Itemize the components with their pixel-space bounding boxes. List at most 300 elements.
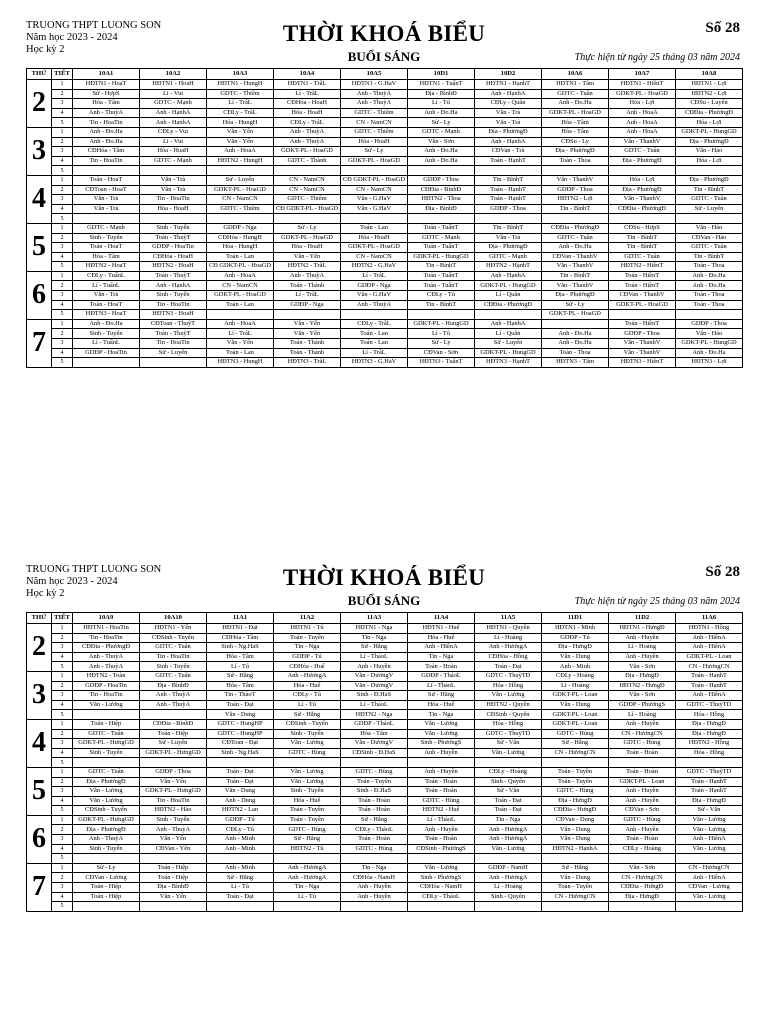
- period-number: 1: [52, 319, 73, 329]
- lesson-cell: [609, 310, 676, 320]
- lesson-cell: GDTC - Tuân: [609, 252, 676, 262]
- lesson-cell: Toán - HạnhT: [676, 777, 743, 787]
- lesson-cell: Anh - HiềnA: [676, 633, 743, 643]
- lesson-cell: Sử - Hằng: [207, 873, 274, 883]
- lesson-cell: Anh - Huyền: [609, 633, 676, 643]
- lesson-cell: Toán - Đạt: [475, 806, 542, 816]
- lesson-cell: GDKT-PL - HoaGD: [274, 147, 341, 157]
- lesson-cell: GDĐP - Thoa: [609, 329, 676, 339]
- period-row: [27, 863, 743, 873]
- lesson-cell: [73, 854, 140, 864]
- lesson-cell: Anh - Huyền: [609, 652, 676, 662]
- lesson-cell: Lí - ThảoL: [408, 681, 475, 691]
- period-row: [27, 758, 743, 768]
- period-row: [27, 729, 743, 739]
- lesson-cell: [542, 902, 609, 912]
- lesson-cell: Địa - HưngĐ: [676, 796, 743, 806]
- lesson-cell: Anh - ThuỳA: [274, 137, 341, 147]
- lesson-cell: CN - NamCN: [274, 185, 341, 195]
- lesson-cell: HĐTN2 - Hảo: [140, 806, 207, 816]
- lesson-cell: GDTC - Hùng: [542, 729, 609, 739]
- lesson-cell: Toán - Thành: [274, 281, 341, 291]
- lesson-cell: [140, 854, 207, 864]
- lesson-cell: CĐSu - Ly: [542, 137, 609, 147]
- lesson-cell: CĐĐia - PhươngĐ: [609, 204, 676, 214]
- lesson-cell: Anh - HiềnA: [408, 643, 475, 653]
- lesson-cell: Anh - HươngA: [274, 863, 341, 873]
- lesson-cell: Văn - Lương: [408, 863, 475, 873]
- column-header: THỨ: [27, 69, 52, 80]
- lesson-cell: CN - HươngCN: [676, 662, 743, 672]
- lesson-cell: [542, 758, 609, 768]
- weekday-cell: 5: [27, 223, 52, 271]
- lesson-cell: Sử - Luyến: [475, 339, 542, 349]
- lesson-cell: Tin - Nga: [341, 863, 408, 873]
- lesson-cell: Anh - Huyền: [341, 662, 408, 672]
- period-number: 1: [52, 719, 73, 729]
- column-header: 10A7: [609, 69, 676, 80]
- lesson-cell: CN - HươngCN: [542, 892, 609, 902]
- period-number: 1: [52, 863, 73, 873]
- lesson-cell: Sử - Luyến: [207, 175, 274, 185]
- lesson-cell: Văn - Hảo: [676, 329, 743, 339]
- lesson-cell: GDKT-PL - HungGD: [676, 127, 743, 137]
- period-row: [27, 348, 743, 358]
- lesson-cell: Văn - Trà: [73, 195, 140, 205]
- lesson-cell: Anh - HươngA: [475, 825, 542, 835]
- lesson-cell: Anh - ThuỳA: [73, 652, 140, 662]
- lesson-cell: [542, 214, 609, 224]
- lesson-cell: Tin - BìnhT: [475, 223, 542, 233]
- lesson-cell: Lí - Tú: [207, 883, 274, 893]
- lesson-cell: Toán - Tuyền: [341, 777, 408, 787]
- lesson-cell: [475, 902, 542, 912]
- weekday-cell: 3: [27, 671, 52, 719]
- lesson-cell: CĐĐia - HưngĐ: [609, 883, 676, 893]
- period-row: [27, 671, 743, 681]
- lesson-cell: Sử - Ly: [341, 147, 408, 157]
- lesson-cell: Anh - HươngA: [475, 643, 542, 653]
- lesson-cell: Anh - ThuỳA: [73, 662, 140, 672]
- lesson-cell: HĐTN1 - Yến: [140, 624, 207, 634]
- period-number: 1: [52, 127, 73, 137]
- lesson-cell: HĐTN1 - HoaH: [140, 80, 207, 90]
- column-header: 10A8: [676, 69, 743, 80]
- lesson-cell: Lí - Tú: [274, 892, 341, 902]
- period-number: 4: [52, 300, 73, 310]
- lesson-cell: GDTC - Hùng: [542, 787, 609, 797]
- lesson-cell: Văn - Sơn: [609, 662, 676, 672]
- lesson-cell: Văn - Trà: [73, 291, 140, 301]
- lesson-cell: GDKT-PL - HoaGD: [207, 291, 274, 301]
- lesson-cell: GDTC - Tuân: [542, 233, 609, 243]
- lesson-cell: HĐTN2 - HiềnT: [609, 262, 676, 272]
- period-row: [27, 700, 743, 710]
- period-number: 2: [52, 633, 73, 643]
- lesson-cell: HĐTN2 - Nga: [341, 710, 408, 720]
- lesson-cell: Toán - HạnhT: [676, 671, 743, 681]
- period-row: [27, 835, 743, 845]
- lesson-cell: CĐVan - Lương: [73, 873, 140, 883]
- period-number: 1: [52, 271, 73, 281]
- lesson-cell: [140, 358, 207, 368]
- lesson-cell: GDTC - Tuân: [140, 643, 207, 653]
- lesson-cell: Hóa - HoaH: [341, 137, 408, 147]
- lesson-cell: Văn - Yến: [140, 892, 207, 902]
- period-row: [27, 271, 743, 281]
- lesson-cell: Văn - Yến: [274, 319, 341, 329]
- period-number: 5: [52, 118, 73, 128]
- lesson-cell: Sử - Ly: [408, 118, 475, 128]
- lesson-cell: [341, 166, 408, 176]
- lesson-cell: Sử - Hằng: [274, 710, 341, 720]
- lesson-cell: CN - HươngCN: [542, 748, 609, 758]
- lesson-cell: GDKT-PL - HungGD: [408, 319, 475, 329]
- lesson-cell: GDKT-PL - HoaGD: [609, 89, 676, 99]
- lesson-cell: CĐSinh - PhươngS: [408, 844, 475, 854]
- lesson-cell: CĐHóa - Hồng: [475, 652, 542, 662]
- lesson-cell: Anh - Huyền: [609, 796, 676, 806]
- lesson-cell: Tin - BìnhT: [676, 252, 743, 262]
- lesson-cell: Lí - Hoàng: [542, 681, 609, 691]
- lesson-cell: Anh - Huyền: [341, 883, 408, 893]
- period-row: [27, 854, 743, 864]
- lesson-cell: Hóa - Tâm: [542, 118, 609, 128]
- lesson-cell: CĐLy - Quân: [475, 99, 542, 109]
- lesson-cell: GDKT-PL - HungGD: [475, 281, 542, 291]
- lesson-cell: GDTC - Mạnh: [408, 127, 475, 137]
- timetable-sheet-1: [26, 18, 742, 368]
- lesson-cell: Tin - HoaTin: [140, 796, 207, 806]
- period-number: 4: [52, 796, 73, 806]
- lesson-cell: [609, 166, 676, 176]
- lesson-cell: Lí - Hoàng: [609, 710, 676, 720]
- school-year: Năm học 2023 - 2024: [26, 32, 118, 43]
- school-year: Năm học 2023 - 2024: [26, 576, 118, 587]
- lesson-cell: Hóa - Tâm: [207, 681, 274, 691]
- lesson-cell: Toán - Tuyền: [274, 633, 341, 643]
- period-row: [27, 883, 743, 893]
- lesson-cell: Sinh - Tuyến: [140, 223, 207, 233]
- session-label: BUỔI SÁNG: [347, 593, 421, 608]
- lesson-cell: [207, 310, 274, 320]
- lesson-cell: CĐ GDKT-PL - HoaGD: [341, 175, 408, 185]
- lesson-cell: Sinh - Quyên: [475, 892, 542, 902]
- lesson-cell: Anh - Huyền: [408, 825, 475, 835]
- lesson-cell: Toán - Đạt: [475, 796, 542, 806]
- lesson-cell: GDTC - Tuân: [609, 147, 676, 157]
- lesson-cell: [676, 758, 743, 768]
- period-row: [27, 223, 743, 233]
- lesson-cell: Anh - HoaA: [207, 147, 274, 157]
- column-header: 10A4: [274, 69, 341, 80]
- lesson-cell: GDKT-PL - Loan: [542, 691, 609, 701]
- lesson-cell: [676, 310, 743, 320]
- period-number: 2: [52, 281, 73, 291]
- column-header: 11A4: [408, 613, 475, 624]
- lesson-cell: HĐTN3 - HiềnT: [609, 358, 676, 368]
- lesson-cell: [140, 214, 207, 224]
- lesson-cell: CN - HươngCN: [676, 863, 743, 873]
- lesson-cell: Văn - Dung: [542, 652, 609, 662]
- lesson-cell: Anh - HươngA: [475, 835, 542, 845]
- lesson-cell: Địa - PhươngĐ: [609, 156, 676, 166]
- lesson-cell: Hóa - Huế: [408, 633, 475, 643]
- lesson-cell: [676, 854, 743, 864]
- lesson-cell: Sử - Văn: [676, 806, 743, 816]
- lesson-cell: HĐTN2 - Toàn: [73, 671, 140, 681]
- period-row: [27, 806, 743, 816]
- lesson-cell: [475, 854, 542, 864]
- lesson-cell: [207, 758, 274, 768]
- period-number: 2: [52, 873, 73, 883]
- timetable-sheet-2: [26, 562, 742, 912]
- lesson-cell: Anh - HiềnA: [676, 643, 743, 653]
- lesson-cell: Hóa - Tâm: [207, 652, 274, 662]
- lesson-cell: [676, 902, 743, 912]
- lesson-cell: [73, 710, 140, 720]
- period-number: 2: [52, 329, 73, 339]
- lesson-cell: Lí - TrâL: [207, 329, 274, 339]
- lesson-cell: GDTC - ThuỳTD: [676, 700, 743, 710]
- lesson-cell: CĐLy - Vui: [140, 127, 207, 137]
- period-row: [27, 175, 743, 185]
- lesson-cell: Toán - HạnhT: [475, 156, 542, 166]
- lesson-cell: [609, 902, 676, 912]
- lesson-cell: CĐHóa - HoaH: [274, 99, 341, 109]
- lesson-cell: Tin - BìnhT: [408, 262, 475, 272]
- lesson-cell: Toán - Hoàn: [609, 748, 676, 758]
- lesson-cell: Anh - Đo.Ha: [542, 99, 609, 109]
- column-header: 10A2: [140, 69, 207, 80]
- lesson-cell: GDTC - Thiêm: [274, 195, 341, 205]
- lesson-cell: Toán - Hiệp: [140, 863, 207, 873]
- lesson-cell: Sinh - Ng.HaS: [207, 748, 274, 758]
- lesson-cell: Văn - Trà: [73, 204, 140, 214]
- lesson-cell: GDĐP - PhươngS: [609, 700, 676, 710]
- sheet-header: [26, 562, 742, 612]
- lesson-cell: Văn - G.HaV: [341, 204, 408, 214]
- lesson-cell: GDĐP - Thoa: [408, 175, 475, 185]
- period-number: 5: [52, 806, 73, 816]
- lesson-cell: Anh - HạnhA: [475, 271, 542, 281]
- lesson-cell: Văn - Trà: [140, 175, 207, 185]
- lesson-cell: HĐTN3 - HungH: [207, 358, 274, 368]
- lesson-cell: CĐVan - Yến: [140, 844, 207, 854]
- lesson-cell: [408, 902, 475, 912]
- lesson-cell: Hóa - Huế: [274, 796, 341, 806]
- lesson-cell: GDKT-PL - HoaGD: [542, 310, 609, 320]
- lesson-cell: HĐTN1 - Đạt: [207, 624, 274, 634]
- lesson-cell: GDKT-PL - Loan: [676, 652, 743, 662]
- lesson-cell: Tin - HoaTin: [73, 633, 140, 643]
- lesson-cell: Anh - Minh: [542, 662, 609, 672]
- weekday-cell: 6: [27, 815, 52, 863]
- lesson-cell: CĐĐia - HưngĐ: [542, 806, 609, 816]
- lesson-cell: GDTC - Thiêm: [207, 89, 274, 99]
- lesson-cell: Lí - ThảoL: [408, 815, 475, 825]
- lesson-cell: Văn - Lương: [676, 825, 743, 835]
- lesson-cell: CĐ GDKT-PL - HoaGD: [274, 204, 341, 214]
- lesson-cell: CĐHóa - HungH: [207, 233, 274, 243]
- lesson-cell: [408, 758, 475, 768]
- lesson-cell: Toán - HoaT: [73, 300, 140, 310]
- lesson-cell: HĐTN2 - Hồng: [676, 739, 743, 749]
- lesson-cell: GDTC - Hùng: [341, 767, 408, 777]
- lesson-cell: Anh - Minh: [207, 863, 274, 873]
- lesson-cell: GDKT-PL - HoaGD: [542, 108, 609, 118]
- period-number: 5: [52, 262, 73, 272]
- lesson-cell: [73, 758, 140, 768]
- lesson-cell: Lí - TrâL: [207, 99, 274, 109]
- period-number: 5: [52, 166, 73, 176]
- lesson-cell: Sinh - Tuyến: [140, 291, 207, 301]
- lesson-cell: [475, 758, 542, 768]
- lesson-cell: HĐTN3 - HoaH: [140, 310, 207, 320]
- lesson-cell: Lí - TrâL: [341, 348, 408, 358]
- lesson-cell: [274, 310, 341, 320]
- period-row: [27, 329, 743, 339]
- period-row: [27, 195, 743, 205]
- lesson-cell: Địa - HưngĐ: [542, 796, 609, 806]
- lesson-cell: Văn - Yến: [274, 252, 341, 262]
- lesson-cell: Tin - Nga: [408, 652, 475, 662]
- lesson-cell: Địa - HưngĐ: [676, 719, 743, 729]
- lesson-cell: Địa - PhươngĐ: [73, 825, 140, 835]
- lesson-cell: Tin - Nga: [274, 643, 341, 653]
- lesson-cell: HĐTN1 - Minh: [542, 624, 609, 634]
- lesson-cell: GDĐP - HoaTin: [73, 681, 140, 691]
- column-header: 10A5: [341, 69, 408, 80]
- lesson-cell: Hóa - HoaH: [140, 204, 207, 214]
- lesson-cell: Văn - Yến: [207, 137, 274, 147]
- lesson-cell: GDĐP - Nga: [274, 300, 341, 310]
- lesson-cell: GDTC - Thành: [274, 156, 341, 166]
- period-number: 1: [52, 767, 73, 777]
- lesson-cell: CĐHóa - Tâm: [207, 633, 274, 643]
- lesson-cell: Hóa - HungH: [207, 243, 274, 253]
- lesson-cell: [542, 854, 609, 864]
- lesson-cell: CN - NamCN: [341, 252, 408, 262]
- lesson-cell: GDĐP - ThảoL: [408, 671, 475, 681]
- lesson-cell: Văn - Dung: [542, 825, 609, 835]
- lesson-cell: HĐTN1 - G.HaV: [341, 80, 408, 90]
- period-number: 4: [52, 348, 73, 358]
- period-number: 1: [52, 175, 73, 185]
- lesson-cell: Toán - Lan: [341, 339, 408, 349]
- lesson-cell: Toán - HoaT: [73, 243, 140, 253]
- lesson-cell: Văn - Hảo: [676, 147, 743, 157]
- lesson-cell: Văn - Sơn: [609, 863, 676, 873]
- column-header: TIẾT: [52, 69, 73, 80]
- lesson-cell: Văn - Dung: [207, 787, 274, 797]
- lesson-cell: CĐLy - Tú: [274, 691, 341, 701]
- lesson-cell: HĐTN2 - G.HaV: [341, 262, 408, 272]
- lesson-cell: Hóa - Lợi: [676, 156, 743, 166]
- lesson-cell: GDĐP - HoaTin: [140, 243, 207, 253]
- weekday-cell: 3: [27, 127, 52, 175]
- lesson-cell: Văn - Yến: [274, 329, 341, 339]
- lesson-cell: Anh - HạnhA: [475, 319, 542, 329]
- period-row: [27, 185, 743, 195]
- lesson-cell: CĐLy - Tú: [408, 291, 475, 301]
- lesson-cell: Anh - Đo.Ha: [408, 147, 475, 157]
- column-header: THỨ: [27, 613, 52, 624]
- lesson-cell: [408, 854, 475, 864]
- lesson-cell: Tin - HoaTin: [73, 118, 140, 128]
- period-number: 5: [52, 310, 73, 320]
- lesson-cell: [542, 319, 609, 329]
- lesson-cell: GDKT-PL - HungGD: [676, 339, 743, 349]
- lesson-cell: CĐLy - Tú: [207, 825, 274, 835]
- lesson-cell: Văn - Lương: [676, 892, 743, 902]
- lesson-cell: Anh - HươngA: [274, 671, 341, 681]
- lesson-cell: Văn - Trà: [140, 185, 207, 195]
- lesson-cell: Địa - BìnhĐ: [408, 89, 475, 99]
- lesson-cell: CĐHóa - NamH: [341, 873, 408, 883]
- period-number: 4: [52, 156, 73, 166]
- column-header: 10D1: [408, 69, 475, 80]
- lesson-cell: Văn - ThanhV: [609, 195, 676, 205]
- lesson-cell: CĐĐia - PhươngĐ: [542, 223, 609, 233]
- lesson-cell: GDKT-PL - Loan: [542, 719, 609, 729]
- lesson-cell: Văn - ThanhV: [609, 339, 676, 349]
- school-name: TRUONG THPT LUONG SON: [26, 564, 162, 575]
- lesson-cell: Anh - HạnhA: [140, 281, 207, 291]
- lesson-cell: Anh - HạnhA: [140, 108, 207, 118]
- lesson-cell: Toán - HạnhT: [475, 195, 542, 205]
- period-number: 2: [52, 137, 73, 147]
- lesson-cell: CĐSinh - Tuyến: [73, 806, 140, 816]
- lesson-cell: Văn - Trà: [475, 118, 542, 128]
- lesson-cell: CĐLy - TrâL: [274, 118, 341, 128]
- lesson-cell: Anh - Huyền: [609, 825, 676, 835]
- lesson-cell: [609, 854, 676, 864]
- lesson-cell: Hóa - Huế: [408, 700, 475, 710]
- lesson-cell: Sinh - Tuyến: [73, 233, 140, 243]
- lesson-cell: [609, 758, 676, 768]
- lesson-cell: GDTC - Hùng: [274, 825, 341, 835]
- lesson-cell: Văn - DươngV: [341, 671, 408, 681]
- lesson-cell: Sinh - Tuyến: [274, 729, 341, 739]
- column-header: 10A9: [73, 613, 140, 624]
- lesson-cell: [140, 166, 207, 176]
- lesson-cell: Lí - Vui: [140, 137, 207, 147]
- lesson-cell: Toán - Tuyền: [542, 767, 609, 777]
- lesson-cell: Lí - Hoàng: [475, 633, 542, 643]
- lesson-cell: GDTC - Tuân: [676, 195, 743, 205]
- lesson-cell: Anh - Đo.Ha: [73, 319, 140, 329]
- lesson-cell: Anh - ThuỳA: [274, 271, 341, 281]
- lesson-cell: Địa - PhươngĐ: [676, 137, 743, 147]
- lesson-cell: Lí - TuấnL: [73, 281, 140, 291]
- lesson-cell: Anh - HươngA: [475, 873, 542, 883]
- period-row: [27, 339, 743, 349]
- lesson-cell: [475, 166, 542, 176]
- lesson-cell: HĐTN3 - TuấnT: [408, 358, 475, 368]
- period-row: [27, 281, 743, 291]
- lesson-cell: Anh - Đo.Ha: [542, 243, 609, 253]
- lesson-cell: Toán - Tuyền: [542, 777, 609, 787]
- lesson-cell: GDTC - Thiêm: [341, 127, 408, 137]
- lesson-cell: GDĐP - HoaTin: [73, 348, 140, 358]
- lesson-cell: Văn - Sơn: [609, 691, 676, 701]
- period-row: [27, 214, 743, 224]
- period-number: 3: [52, 883, 73, 893]
- lesson-cell: Sử - Hằng: [408, 691, 475, 701]
- lesson-cell: [475, 214, 542, 224]
- period-number: 4: [52, 892, 73, 902]
